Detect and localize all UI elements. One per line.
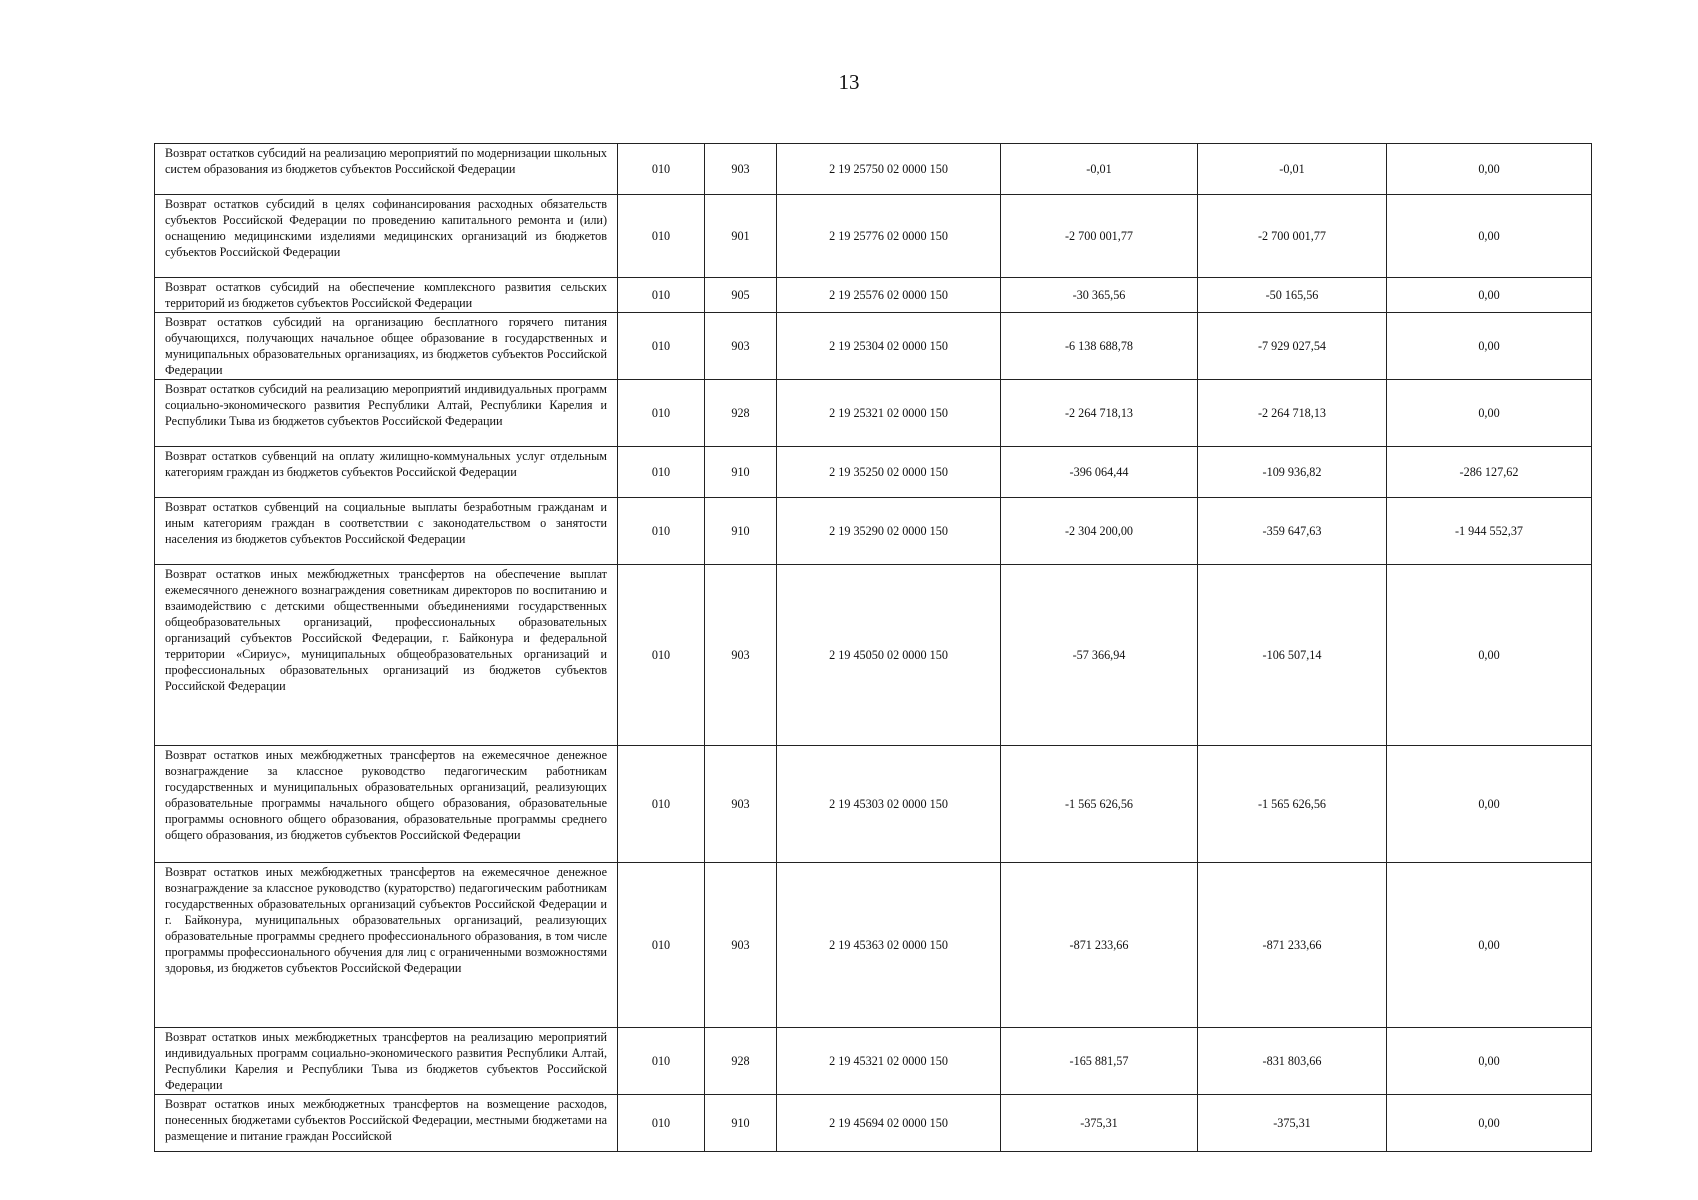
table-row bbox=[155, 195, 1592, 278]
amount-1: -2 700 001,77 bbox=[1001, 195, 1198, 278]
amount-2: -1 565 626,56 bbox=[1198, 746, 1387, 863]
amount-2: -2 700 001,77 bbox=[1198, 195, 1387, 278]
amount-3: 0,00 bbox=[1387, 1028, 1592, 1095]
amount-1: -6 138 688,78 bbox=[1001, 313, 1198, 380]
admin-code: 903 bbox=[705, 746, 777, 863]
amount-2: -831 803,66 bbox=[1198, 1028, 1387, 1095]
row-description: Возврат остатков иных межбюджетных трансфертов на ежемесячное денежное вознаграждение за классное руководство (кураторство) педагогическим работникам государственных образовательных организаций субъектов Российской Федерации и г. Байконура, муниципальных образовательных организаций, реализующих образовательные программы среднего профессионального образования, в том числе программы профессионального обучения для лиц с ограниченными возможностями здоровья, из бюджетов субъектов Российской Федерации bbox=[155, 863, 618, 1028]
amount-3: 0,00 bbox=[1387, 380, 1592, 447]
amount-2: -0,01 bbox=[1198, 144, 1387, 195]
row-description: Возврат остатков субсидий на реализацию мероприятий индивидуальных программ социально-экономического развития Республики Алтай, Республики Карелия и Республики Тыва из бюджетов субъектов Российской Федерации bbox=[155, 380, 618, 447]
amount-3: 0,00 bbox=[1387, 746, 1592, 863]
budget-classification-code: 2 19 25776 02 0000 150 bbox=[777, 195, 1001, 278]
table-row bbox=[155, 498, 1592, 565]
table-row bbox=[155, 313, 1592, 380]
section-code: 010 bbox=[618, 565, 705, 746]
amount-3: 0,00 bbox=[1387, 144, 1592, 195]
section-code: 010 bbox=[618, 447, 705, 498]
admin-code: 928 bbox=[705, 380, 777, 447]
amount-3: -286 127,62 bbox=[1387, 447, 1592, 498]
admin-code: 903 bbox=[705, 863, 777, 1028]
amount-2: -106 507,14 bbox=[1198, 565, 1387, 746]
amount-1: -2 264 718,13 bbox=[1001, 380, 1198, 447]
admin-code: 910 bbox=[705, 498, 777, 565]
section-code: 010 bbox=[618, 1095, 705, 1152]
budget-classification-code: 2 19 25750 02 0000 150 bbox=[777, 144, 1001, 195]
amount-2: -871 233,66 bbox=[1198, 863, 1387, 1028]
row-description: Возврат остатков субсидий на обеспечение комплексного развития сельских территорий из бюджетов субъектов Российской Федерации bbox=[155, 278, 618, 313]
table-row bbox=[155, 278, 1592, 313]
amount-1: -30 365,56 bbox=[1001, 278, 1198, 313]
budget-classification-code: 2 19 25304 02 0000 150 bbox=[777, 313, 1001, 380]
table-row bbox=[155, 380, 1592, 447]
budget-classification-code: 2 19 35250 02 0000 150 bbox=[777, 447, 1001, 498]
amount-3: 0,00 bbox=[1387, 195, 1592, 278]
amount-1: -2 304 200,00 bbox=[1001, 498, 1198, 565]
row-description: Возврат остатков субсидий на организацию бесплатного горячего питания обучающихся, получающих начальное общее образование в государственных и муниципальных образовательных организациях, из бюджетов субъектов Российской Федерации bbox=[155, 313, 618, 380]
admin-code: 910 bbox=[705, 1095, 777, 1152]
budget-classification-code: 2 19 25321 02 0000 150 bbox=[777, 380, 1001, 447]
row-description: Возврат остатков иных межбюджетных трансфертов на ежемесячное денежное вознаграждение за классное руководство педагогическим работникам государственных и муниципальных образовательных организаций, реализующих образовательные программы начального общего образования, образовательные программы основного общего образования, образовательные программы среднего общего образования, из бюджетов субъектов Российской Федерации bbox=[155, 746, 618, 863]
budget-classification-code: 2 19 25576 02 0000 150 bbox=[777, 278, 1001, 313]
amount-2: -50 165,56 bbox=[1198, 278, 1387, 313]
budget-classification-code: 2 19 45050 02 0000 150 bbox=[777, 565, 1001, 746]
budget-classification-code: 2 19 35290 02 0000 150 bbox=[777, 498, 1001, 565]
page-number: 13 bbox=[838, 70, 860, 94]
amount-1: -57 366,94 bbox=[1001, 565, 1198, 746]
section-code: 010 bbox=[618, 195, 705, 278]
row-description: Возврат остатков субвенций на оплату жилищно-коммунальных услуг отдельным категориям граждан из бюджетов субъектов Российской Федерации bbox=[155, 447, 618, 498]
amount-3: 0,00 bbox=[1387, 863, 1592, 1028]
section-code: 010 bbox=[618, 144, 705, 195]
amount-2: -359 647,63 bbox=[1198, 498, 1387, 565]
budget-classification-code: 2 19 45303 02 0000 150 bbox=[777, 746, 1001, 863]
amount-3: 0,00 bbox=[1387, 1095, 1592, 1152]
table-row bbox=[155, 1028, 1592, 1095]
budget-table bbox=[154, 143, 1592, 1152]
section-code: 010 bbox=[618, 278, 705, 313]
row-description: Возврат остатков субсидий на реализацию мероприятий по модернизации школьных систем образования из бюджетов субъектов Российской Федерации bbox=[155, 144, 618, 195]
amount-2: -109 936,82 bbox=[1198, 447, 1387, 498]
amount-1: -165 881,57 bbox=[1001, 1028, 1198, 1095]
section-code: 010 bbox=[618, 313, 705, 380]
budget-classification-code: 2 19 45321 02 0000 150 bbox=[777, 1028, 1001, 1095]
admin-code: 901 bbox=[705, 195, 777, 278]
admin-code: 903 bbox=[705, 144, 777, 195]
amount-1: -0,01 bbox=[1001, 144, 1198, 195]
admin-code: 910 bbox=[705, 447, 777, 498]
table-row bbox=[155, 565, 1592, 746]
table-row bbox=[155, 144, 1592, 195]
amount-3: 0,00 bbox=[1387, 313, 1592, 380]
row-description: Возврат остатков иных межбюджетных трансфертов на обеспечение выплат ежемесячного денежного вознаграждения советникам директоров по воспитанию и взаимодействию с детскими общественными объединениями государственных общеобразовательных организаций, профессиональных образовательных организаций субъектов Российской Федерации, г. Байконура и федеральной территории «Сириус», муниципальных общеобразовательных организаций и профессиональных образовательных организаций из бюджетов субъектов Российской Федерации bbox=[155, 565, 618, 746]
amount-1: -871 233,66 bbox=[1001, 863, 1198, 1028]
amount-2: -2 264 718,13 bbox=[1198, 380, 1387, 447]
admin-code: 905 bbox=[705, 278, 777, 313]
budget-classification-code: 2 19 45694 02 0000 150 bbox=[777, 1095, 1001, 1152]
section-code: 010 bbox=[618, 498, 705, 565]
section-code: 010 bbox=[618, 863, 705, 1028]
amount-3: 0,00 bbox=[1387, 278, 1592, 313]
table-row bbox=[155, 1095, 1592, 1152]
section-code: 010 bbox=[618, 1028, 705, 1095]
amount-1: -1 565 626,56 bbox=[1001, 746, 1198, 863]
admin-code: 903 bbox=[705, 313, 777, 380]
row-description: Возврат остатков иных межбюджетных трансфертов на возмещение расходов, понесенных бюджетами субъектов Российской Федерации, местными бюджетами на размещение и питание граждан Российской bbox=[155, 1095, 618, 1152]
admin-code: 903 bbox=[705, 565, 777, 746]
budget-classification-code: 2 19 45363 02 0000 150 bbox=[777, 863, 1001, 1028]
amount-3: -1 944 552,37 bbox=[1387, 498, 1592, 565]
amount-1: -396 064,44 bbox=[1001, 447, 1198, 498]
amount-2: -7 929 027,54 bbox=[1198, 313, 1387, 380]
admin-code: 928 bbox=[705, 1028, 777, 1095]
amount-2: -375,31 bbox=[1198, 1095, 1387, 1152]
table-row bbox=[155, 447, 1592, 498]
row-description: Возврат остатков субвенций на социальные выплаты безработным гражданам и иным категориям граждан в соответствии с законодательством о занятости населения из бюджетов субъектов Российской Федерации bbox=[155, 498, 618, 565]
section-code: 010 bbox=[618, 746, 705, 863]
table-row bbox=[155, 746, 1592, 863]
row-description: Возврат остатков субсидий в целях софинансирования расходных обязательств субъектов Российской Федерации по проведению капитального ремонта и (или) оснащению медицинскими изделиями медицинских организаций из бюджетов субъектов Российской Федерации bbox=[155, 195, 618, 278]
table-row bbox=[155, 863, 1592, 1028]
row-description: Возврат остатков иных межбюджетных трансфертов на реализацию мероприятий индивидуальных программ социально-экономического развития Республики Алтай, Республики Карелия и Республики Тыва из бюджетов субъектов Российской Федерации bbox=[155, 1028, 618, 1095]
amount-3: 0,00 bbox=[1387, 565, 1592, 746]
section-code: 010 bbox=[618, 380, 705, 447]
amount-1: -375,31 bbox=[1001, 1095, 1198, 1152]
